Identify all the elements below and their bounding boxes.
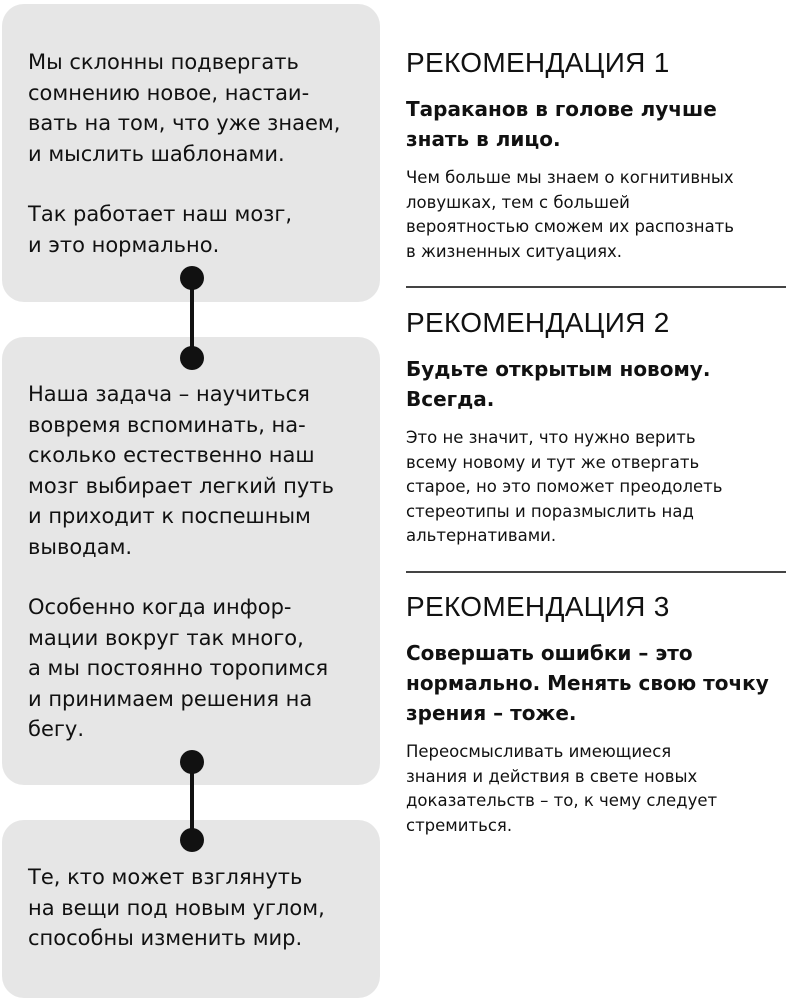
connector-dot-icon [180,750,204,774]
recommendation-2-headline: Будьте открытым новому. Всегда. [406,357,711,411]
thought-card-1 [2,4,380,302]
recommendation-1 [406,46,784,264]
recommendation-1-title: РЕКОМЕНДАЦИЯ 1 [406,47,670,78]
recommendation-1-headline: Тараканов в голове лучше знать в лицо. [406,97,717,151]
connector-dot-icon [180,266,204,290]
card-1-paragraph-1: Мы склонны подвергать сомнению новое, настаи- вать на том, что уже знаем, и мыслить шаблонами. [28,50,341,166]
connector-dot-icon [180,346,204,370]
card-1-paragraph-2: Так работает наш мозг, и это нормально. [28,202,293,257]
card-connector-2 [180,750,204,854]
recommendation-2 [406,306,784,549]
recommendation-3-title: РЕКОМЕНДАЦИЯ 3 [406,591,670,622]
card-3-paragraph-1: Те, кто может взглянуть на вещи под новым углом, способны изменить мир. [28,865,325,950]
recommendation-2-body: Это не значит, что нужно верить всему новому и тут же отвергать старое, но это поможет преодолеть стереотипы и поразмыслить над альтернативами. [406,428,723,545]
card-connector-1 [180,266,204,370]
recommendation-2-title: РЕКОМЕНДАЦИЯ 2 [406,307,670,338]
recommendation-3-headline: Совершать ошибки – это нормально. Менять свою точку зрения – тоже. [406,641,769,725]
thought-card-2 [2,337,380,785]
divider [406,286,786,288]
recommendation-3-body: Переосмысливать имеющиеся знания и действия в свете новых доказательств – то, к чему следует стремиться. [406,742,718,835]
recommendation-1-body: Чем больше мы знаем о когнитивных ловушках, тем с большей вероятностью сможем их распознать в жизненных ситуациях. [406,168,735,261]
card-2-paragraph-2: Особенно когда инфор- мации вокруг так много, а мы постоянно торопимся и принимаем решения на бегу. [28,595,329,741]
connector-dot-icon [180,828,204,852]
recommendation-3 [406,590,784,838]
card-2-paragraph-1: Наша задача – научиться вовремя вспоминать, на- сколько естественно наш мозг выбирает легкий путь и приходит к поспешным выводам. [28,382,334,559]
divider [406,571,786,573]
